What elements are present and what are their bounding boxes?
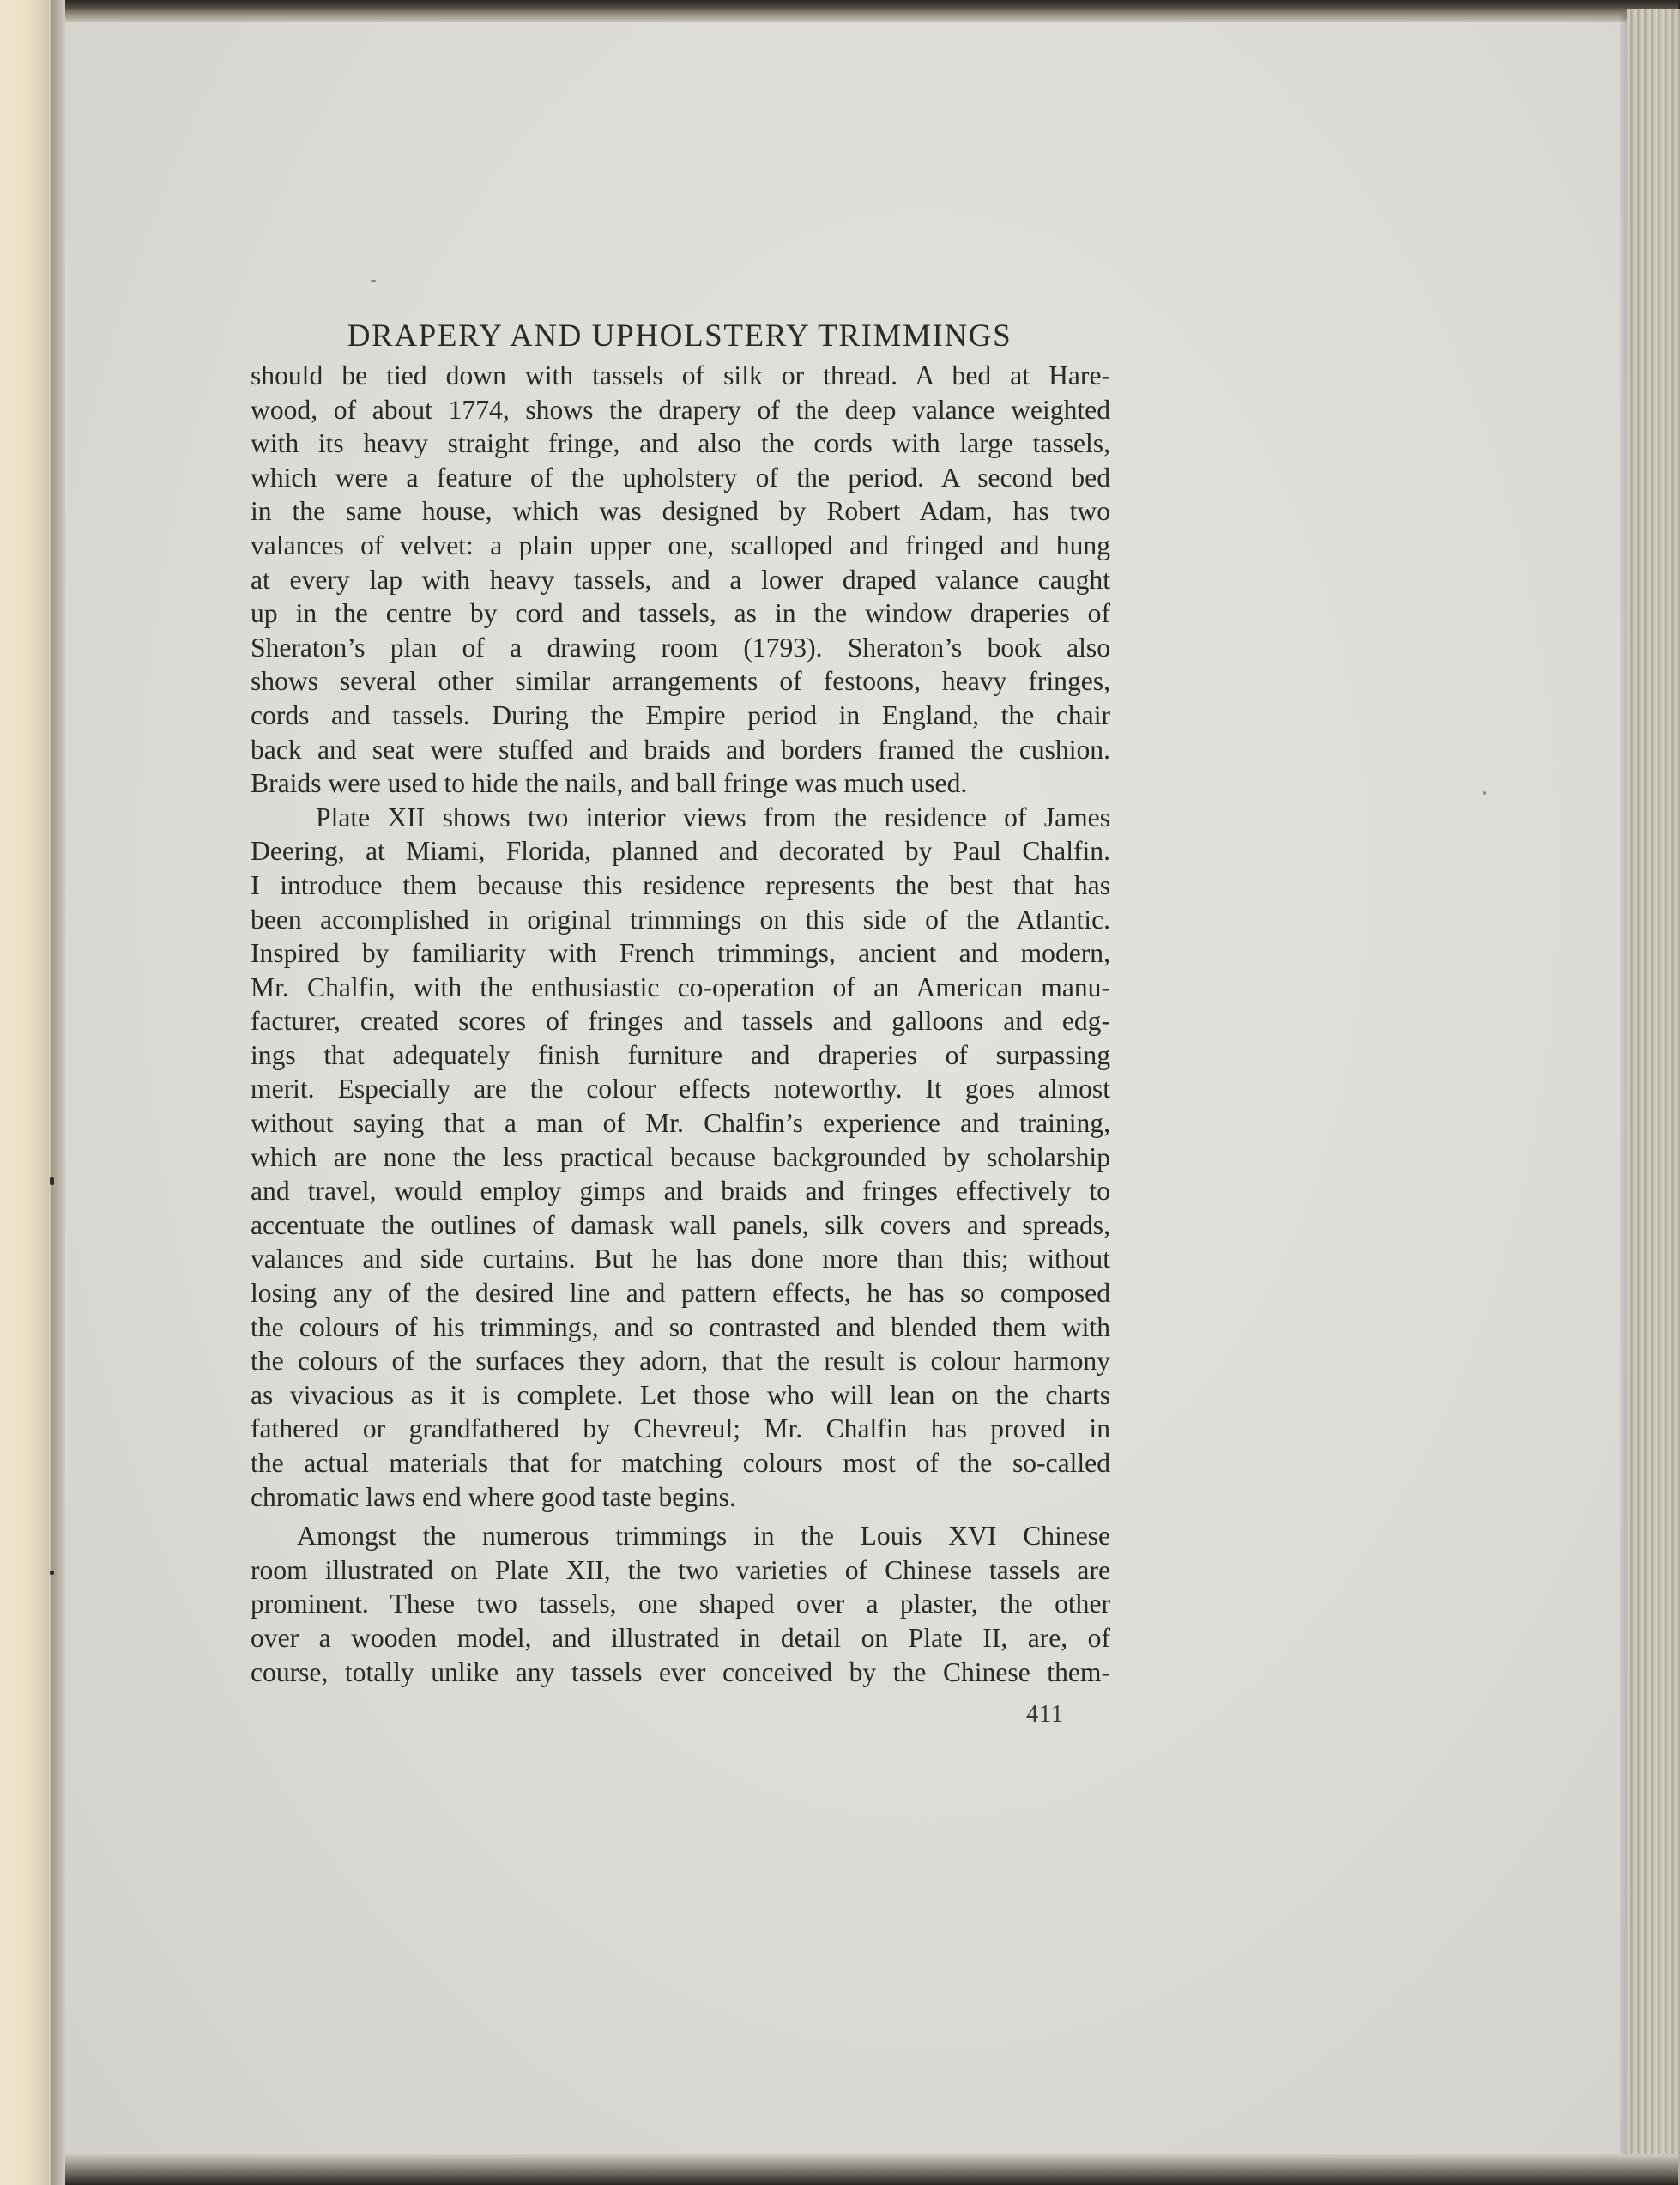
text-line: ings that adequately finish furniture and draperies of surpassing: [251, 1039, 1110, 1070]
text-line: Inspired by familiarity with French trimmings, ancient and modern,: [251, 938, 1110, 969]
text-line: shows several other similar arrangements of festoons, heavy fringes,: [251, 666, 1110, 697]
text-line: losing any of the desired line and pattern effects, he has so composed: [251, 1278, 1110, 1309]
text-line: merit. Especially are the colour effects noteworthy. It goes almost: [251, 1074, 1110, 1105]
text-line: been accomplished in original trimmings on this side of the Atlantic.: [251, 904, 1110, 935]
text-line: at every lap with heavy tassels, and a lower draped valance caught: [251, 564, 1110, 595]
text-line: wood, of about 1774, shows the drapery of the deep valance weighted: [251, 394, 1110, 425]
text-line: the colours of the surfaces they adorn, that the result is colour harmony: [251, 1346, 1110, 1377]
text-line: I introduce them because this residence represents the best that has: [251, 869, 1110, 900]
running-head: DRAPERY AND UPHOLSTERY TRIMMINGS: [347, 318, 1012, 354]
binding-mark: [50, 1177, 54, 1185]
text-line: the actual materials that for matching colours most of the so-called: [251, 1448, 1110, 1478]
text-line: course, totally unlike any tassels ever conceived by the Chinese them-: [251, 1656, 1110, 1687]
speck-mark: [1483, 791, 1486, 795]
body-text: [251, 359, 1110, 1689]
text-line: Deering, at Miami, Florida, planned and decorated by Paul Chalfin.: [251, 836, 1110, 867]
text-line: prominent. These two tassels, one shaped over a plaster, the other: [251, 1589, 1110, 1619]
page-number: 411: [1026, 1701, 1064, 1728]
text-line: the colours of his trimmings, and so contrasted and blended them with: [251, 1311, 1110, 1342]
text-line: which are none the less practical because backgrounded by scholarship: [251, 1141, 1110, 1172]
text-line: as vivacious as it is complete. Let those who will lean on the charts: [251, 1379, 1110, 1410]
text-line: back and seat were stuffed and braids and borders framed the cushion.: [251, 734, 1110, 765]
text-line: accentuate the outlines of damask wall panels, silk covers and spreads,: [251, 1209, 1110, 1240]
text-line: Braids were used to hide the nails, and ball fringe was much used.: [251, 768, 968, 799]
text-line: room illustrated on Plate XII, the two varieties of Chinese tassels are: [251, 1554, 1110, 1585]
text-line: valances of velvet: a plain upper one, scalloped and fringed and hung: [251, 530, 1110, 560]
text-line: with its heavy straight fringe, and also the cords with large tassels,: [251, 428, 1110, 459]
text-line: valances and side curtains. But he has done more than this; without: [251, 1244, 1110, 1274]
text-line: cords and tassels. During the Empire period in England, the chair: [251, 699, 1110, 730]
text-line: Sheraton’s plan of a drawing room (1793). Sheraton’s book also: [251, 632, 1110, 663]
text-line: up in the centre by cord and tassels, as in the window draperies of: [251, 598, 1110, 629]
text-line: Plate XII shows two interior views from the residence of James: [316, 802, 1110, 832]
paragraph-2: [251, 801, 1110, 1514]
text-line: and travel, would employ gimps and braids and fringes effectively to: [251, 1176, 1110, 1207]
text-line: which were a feature of the upholstery of the period. A second bed: [251, 462, 1110, 493]
binding-mark: [50, 1571, 54, 1575]
text-line: Amongst the numerous trimmings in the Louis XVI Chinese: [297, 1521, 1110, 1552]
text-line: Mr. Chalfin, with the enthusiastic co-operation of an American manu-: [251, 971, 1110, 1002]
speck-mark: [371, 280, 376, 282]
page-bottom-edge: [65, 2154, 1678, 2185]
paragraph-3: [251, 1519, 1110, 1689]
text-line: in the same house, which was designed by Robert Adam, has two: [251, 496, 1110, 527]
text-line: chromatic laws end where good taste begins.: [251, 1481, 736, 1512]
text-line: should be tied down with tassels of silk or thread. A bed at Hare-: [251, 360, 1110, 390]
text-line: over a wooden model, and illustrated in detail on Plate II, are, of: [251, 1622, 1110, 1653]
text-line: without saying that a man of Mr. Chalfin’s experience and training,: [251, 1108, 1110, 1139]
text-line: fathered or grandfathered by Chevreul; Mr. Chalfin has proved in: [251, 1413, 1110, 1444]
paragraph-1: [251, 359, 1110, 801]
text-line: facturer, created scores of fringes and tassels and galloons and edg-: [251, 1006, 1110, 1037]
stacked-page-edges: [1627, 9, 1680, 2185]
page-top-edge: [65, 0, 1678, 22]
